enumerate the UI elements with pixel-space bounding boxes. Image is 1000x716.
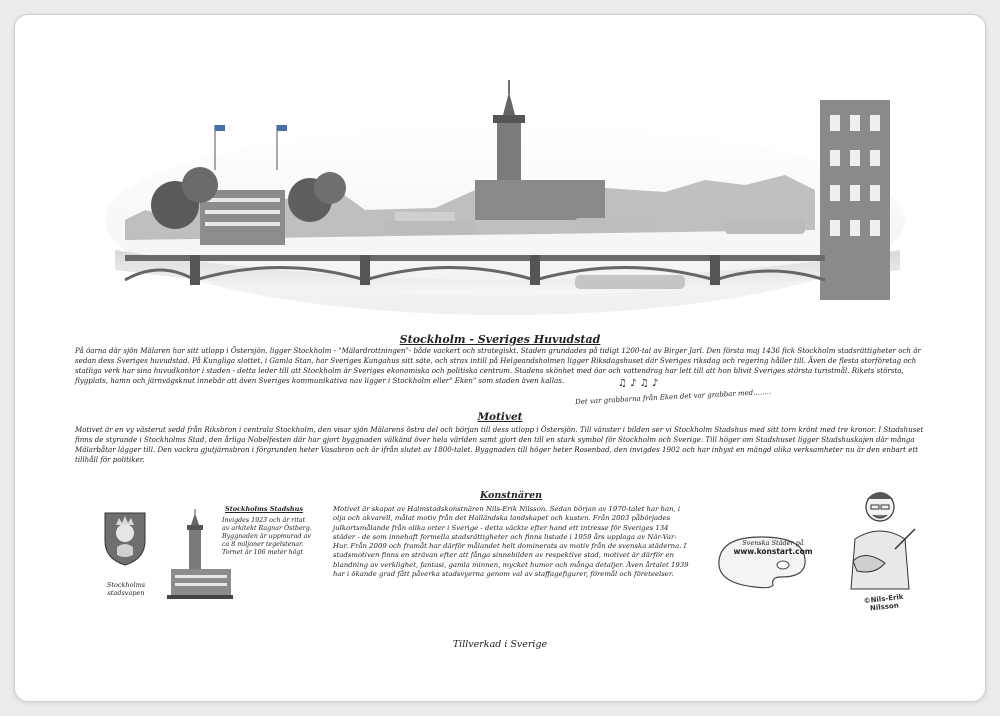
coat-of-arms-caption bbox=[93, 581, 159, 597]
city-hall-facts bbox=[222, 517, 318, 557]
artist-paragraph: Motivet är skapat av Halmstadskonstnären Nils-Erik Nilsson. Sedan början av 1970-talet har han, i olja och akvarell, målat motiv från det Halländska landskapet och kusten. Från 2003 påbörjades julkortsmålande från olika orter i Sverige - detta väckte efter hand ett intresse för Sveriges 134 städer - de som innehaft formella stadsrättigheter och finns listade i 1959 års upplaga av När-Var-Hur. Från 2009 och framåt har därför målandet helt dominerats av motiv från de svenska städerna. I stadsmotiven finns en strävan efter att fånga sinnebilden av respektive stad, motivet är därför en blandning av verklighet, fantasi, gamla minnen, mycket humor och många detaljer. Även årtalet 1939 har i ökande grad fått påverka stadsvyerna genom val av staffagefigurer, föremål och företeelser. bbox=[333, 505, 689, 579]
city-hall-title: Stockholms Stadshus bbox=[225, 505, 304, 513]
website-link[interactable]: www.konstart.com bbox=[733, 547, 813, 556]
artist-heading: Konstnären bbox=[480, 490, 543, 501]
city-hall-fact-line: av arkitekt Ragnar Östberg. bbox=[222, 525, 312, 532]
stockholm-panorama-drawing bbox=[105, 70, 910, 315]
motif-heading: Motivet bbox=[477, 411, 523, 423]
palette-label: Svenska Städer på bbox=[742, 539, 804, 547]
city-hall-fact-line: Tornet är 106 meter högt bbox=[222, 549, 303, 556]
poster-sheet bbox=[14, 14, 986, 702]
city-hall-fact-line: Byggnaden är uppmurad av bbox=[222, 533, 311, 540]
coat-of-arms-icon bbox=[103, 507, 147, 567]
music-notes-icon: ♫ ♪ ♫ ♪ bbox=[618, 378, 659, 389]
footer-made-in-sweden: Tillverkad i Sverige bbox=[452, 639, 548, 650]
artist-portrait-drawing bbox=[835, 479, 925, 609]
intro-paragraph: På öarna där sjön Mälaren har sitt utlopp i Östersjön, ligger Stockholm - "Mälardrottningen"- både vackert och strategiskt. Staden grundades på tidigt 1200-tal av Birger Jarl. Den första maj 1436 fick Stockholm stadsrättigheter och är sedan dess Sveriges huvudstad. På Kungliga slottet, i Gamla Stan, har Sveriges Kungahus sitt säte, och strax intill på Helgeandsholmen ligger Riksdagshuset där Sveriges riksdag och regering håller till. Även de flesta storföretag och statliga verk har sina huvudkontor i staden - detta leder till att Stockholm är Sveriges ekonomiska och politiska centrum. Stadens skönhet med öar och vattendrag har lett till att hon blivit Sveriges största turistmål. Rikets största, flygplats, hamn och järnvägsknut innebär att även Sveriges kommunikativa nav ligger i Stockholm eller" Eken" som staden även kallas. bbox=[75, 346, 921, 385]
artist-signature: ©Nils-Erik Nilsson bbox=[863, 592, 904, 613]
motif-paragraph: Motivet är en vy västerut sedd från Riksbron i centrala Stockholm, den visar sjön Mälarens östra del och början till dess utlopp i Östersjön. Till vänster i bilden ser vi Stockholm Stadshus med sitt torn krönt med tre kronor. I Stadshuset finns de styrande i Stockholms Stad, den årliga Nobelfesten där har gjort byggnaden välkänd över hela världen samt gjort den till en stark symbol för Stockholm och Sverige. Till höger om Stadshuset ligger Stadshuskajen där många Mälarbåtar lägger till. Den vackra gjutjärnsbron i förgrunden heter Vasabron och är ifrån slutet av 1800-talet. Byggnaden till höger heter Rosenbad, den invigdes 1902 och har inhyst en mängd olika verksamheter nu är den enbart ett tillhåll för politiker. bbox=[75, 425, 924, 464]
page-title: Stockholm - Sveriges Huvudstad bbox=[399, 333, 601, 346]
handwritten-song-line: Det var grabbarna från Eken det var grabbar med........ bbox=[574, 387, 772, 407]
coat-caption-line: Stockholms bbox=[106, 581, 146, 589]
city-hall-fact-line: ca 8 miljoner tegelstenar. bbox=[222, 541, 304, 548]
coat-caption-line: stadsvapen bbox=[107, 589, 145, 597]
city-hall-fact-line: Invigdes 1923 och är ritat bbox=[222, 517, 306, 524]
